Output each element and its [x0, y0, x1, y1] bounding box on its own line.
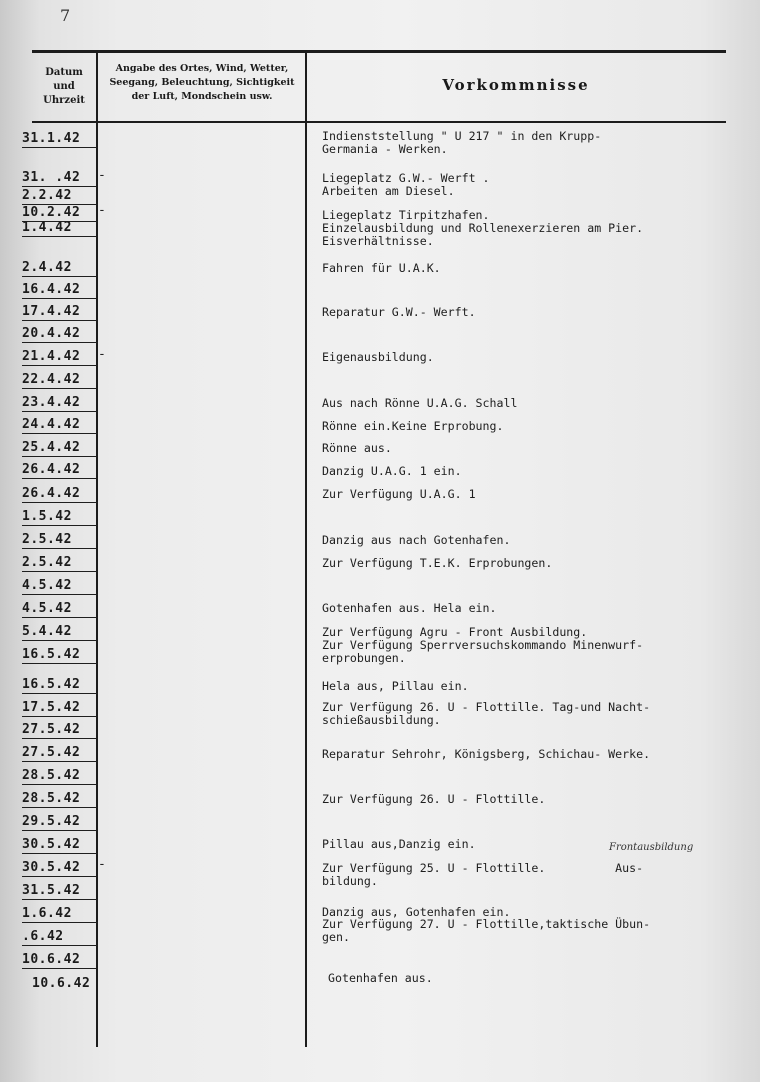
date-cell: 17.4.42	[22, 303, 98, 321]
date-cell: .6.42	[22, 928, 98, 946]
event-entry: Zur Verfügung 27. U - Flottille,taktische Übun- gen.	[322, 917, 651, 944]
date-dash: -	[98, 347, 106, 362]
date-dash: -	[98, 857, 106, 872]
event-entry: Eigenausbildung.	[322, 350, 434, 364]
date-cell: 4.5.42	[22, 577, 98, 595]
header-events: Vorkommnisse	[442, 76, 590, 94]
header-top-rule	[32, 50, 726, 53]
date-cell: 28.5.42	[22, 790, 98, 808]
date-cell: 2.5.42	[22, 531, 98, 549]
date-cell: 4.5.42	[22, 600, 98, 618]
date-dash: -	[98, 203, 106, 218]
date-cell: 26.4.42	[22, 461, 98, 479]
date-dash: -	[98, 168, 106, 183]
header-date-time: Datum und Uhrzeit	[43, 67, 85, 106]
date-cell: 17.5.42	[22, 699, 98, 717]
date-cell: 25.4.42	[22, 439, 98, 457]
event-entry: Zur Verfügung U.A.G. 1	[322, 487, 476, 501]
column-divider-2	[305, 52, 307, 1047]
date-cell: 1.5.42	[22, 508, 98, 526]
date-cell: 21.4.42	[22, 348, 98, 366]
date-cell: 20.4.42	[22, 325, 98, 343]
date-cell: 2.4.42	[22, 259, 98, 277]
event-entry: Liegeplatz G.W.- Werft . Arbeiten am Diesel.	[322, 171, 490, 198]
event-entry: Gotenhafen aus.	[328, 971, 433, 985]
event-entry: Zur Verfügung 25. U - Flottille. Aus- bildung.	[322, 861, 644, 888]
date-cell: 10.2.42	[22, 204, 98, 222]
event-entry: Zur Verfügung Agru - Front Ausbildung. Zur Verfügung Sperrversuchskommando Minenwurf- erprobungen.	[322, 625, 644, 665]
date-cell: 27.5.42	[22, 721, 98, 739]
event-entry: Pillau aus,Danzig ein.	[322, 837, 476, 851]
date-cell: 22.4.42	[22, 371, 98, 389]
date-cell: 16.5.42	[22, 676, 98, 694]
event-entry: Aus nach Rönne U.A.G. Schall	[322, 396, 518, 410]
event-entry: Rönne aus.	[322, 441, 392, 455]
date-cell: 31.5.42	[22, 882, 98, 900]
date-cell: 23.4.42	[22, 394, 98, 412]
date-cell: 31. .42	[22, 169, 98, 187]
date-cell: 24.4.42	[22, 416, 98, 434]
date-cell: 26.4.42	[22, 485, 98, 503]
header-bottom-rule	[32, 121, 726, 123]
date-cell: 2.2.42	[22, 187, 98, 205]
date-cell: 2.5.42	[22, 554, 98, 572]
event-entry: Zur Verfügung 26. U - Flottille. Tag-und Nacht- schießausbildung.	[322, 700, 651, 727]
header-place-weather: Angabe des Ortes, Wind, Wetter, Seegang, Beleuchtung, Sichtigkeit der Luft, Mondschein usw.	[109, 63, 295, 102]
date-cell: 31.1.42	[22, 130, 98, 148]
date-cell: 10.6.42	[22, 951, 98, 969]
event-entry: Hela aus, Pillau ein.	[322, 679, 469, 693]
event-entry: Rönne ein.Keine Erprobung.	[322, 419, 504, 433]
event-entry: Danzig aus, Gotenhafen ein.	[322, 905, 511, 919]
date-cell: 27.5.42	[22, 744, 98, 762]
date-cell: 30.5.42	[22, 859, 98, 877]
event-entry: Reparatur Sehrohr, Königsberg, Schichau- Werke.	[322, 747, 651, 761]
event-entry: Reparatur G.W.- Werft.	[322, 305, 476, 319]
event-entry: Danzig aus nach Gotenhafen.	[322, 533, 511, 547]
event-entry: Liegeplatz Tirpitzhafen. Einzelausbildung und Rollenexerzieren am Pier. Eisverhältnisse.	[322, 208, 644, 248]
date-cell: 16.4.42	[22, 281, 98, 299]
event-entry: Zur Verfügung 26. U - Flottille.	[322, 792, 546, 806]
date-cell: 1.4.42	[22, 219, 98, 237]
date-cell: 28.5.42	[22, 767, 98, 785]
date-cell: 1.6.42	[22, 905, 98, 923]
date-cell: 30.5.42	[22, 836, 98, 854]
event-entry: Danzig U.A.G. 1 ein.	[322, 464, 462, 478]
event-entry: Fahren für U.A.K.	[322, 261, 441, 275]
date-cell: 16.5.42	[22, 646, 98, 664]
event-entry: Zur Verfügung T.E.K. Erprobungen.	[322, 556, 553, 570]
date-cell: 10.6.42	[32, 976, 91, 991]
event-entry: Gotenhafen aus. Hela ein.	[322, 601, 497, 615]
page-number: 7	[60, 6, 71, 25]
event-entry: Indienststellung " U 217 " in den Krupp- Germania - Werken.	[322, 129, 602, 156]
handwritten-note: Frontausbildung	[609, 842, 694, 853]
date-cell: 29.5.42	[22, 813, 98, 831]
date-cell: 5.4.42	[22, 623, 98, 641]
